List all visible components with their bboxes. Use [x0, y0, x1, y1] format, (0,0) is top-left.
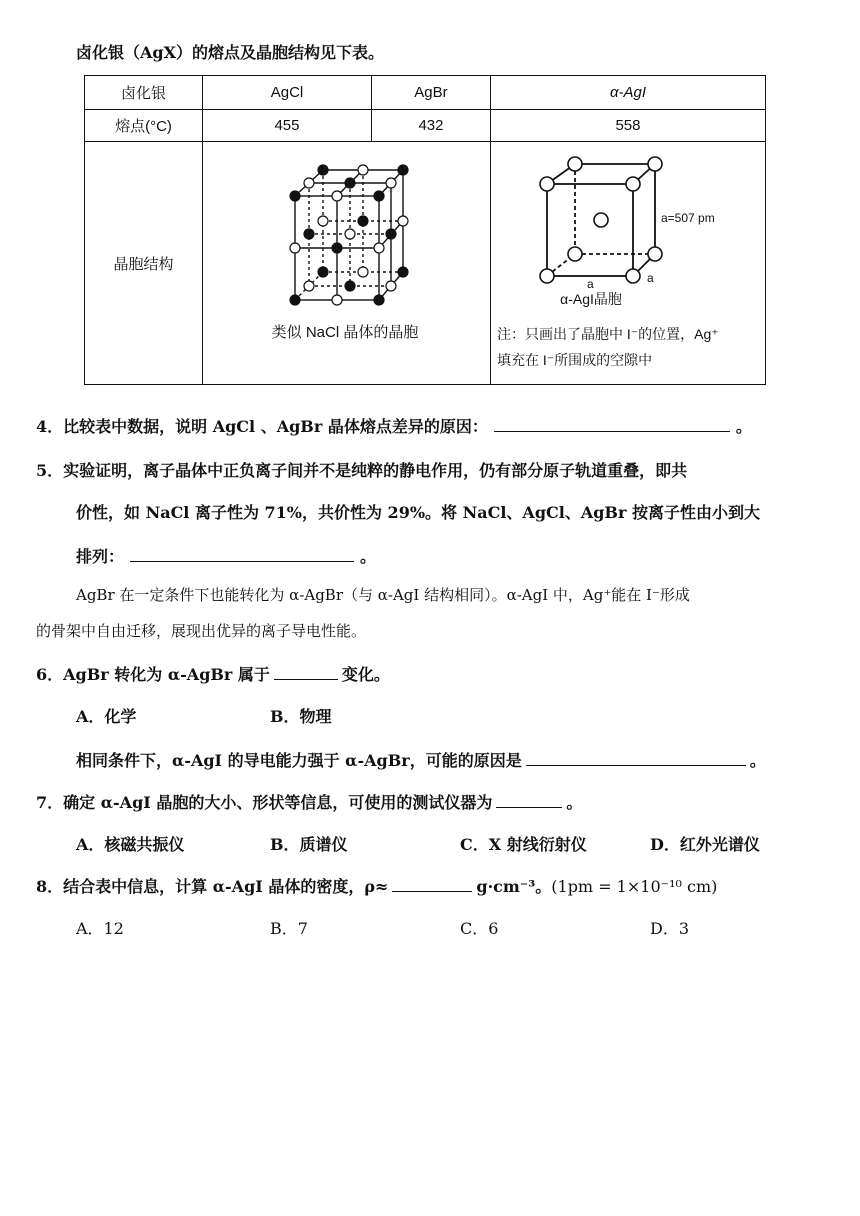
q5-line2: 价性，如 NaCl 离子性为 71%，共价性为 29%。将 NaCl、AgCl、AgBr 按离子性由小到大	[76, 503, 760, 522]
q8-option-c[interactable]: C．6	[460, 919, 499, 938]
q8-note: (1pm = 1×10⁻¹⁰ cm)	[551, 877, 718, 896]
q5-answer-blank[interactable]	[130, 545, 354, 562]
q5-line1: 5．实验证明，离子晶体中正负离子间并不是纯粹的静电作用，仍有部分原子轨道重叠，即共	[36, 461, 688, 480]
mp-agi: 558	[490, 110, 765, 142]
q6-followup-blank[interactable]	[526, 749, 746, 766]
q6-option-b[interactable]: B．物理	[270, 707, 332, 726]
agi-structure-diagram	[491, 142, 765, 322]
col-agbr: AgBr	[371, 76, 490, 110]
q7-option-d[interactable]: D．红外光谱仪	[650, 835, 760, 854]
q8-answer-blank[interactable]	[392, 875, 472, 892]
q7-option-a[interactable]: A．核磁共振仪	[76, 835, 185, 854]
row-label-structure: 晶胞结构	[85, 142, 203, 385]
q6-prefix: 6．AgBr 转化为 α-AgBr 属于	[36, 665, 270, 684]
q5-prefix: 排列：	[76, 547, 125, 566]
question-6	[36, 662, 390, 685]
row-label-halide: 卤化银	[85, 76, 203, 110]
q5-line3	[76, 544, 376, 567]
question-8	[36, 874, 717, 897]
q7-option-c[interactable]: C．X 射线衍射仪	[460, 835, 587, 854]
q4-text: 4．比较表中数据，说明 AgCl 、AgBr 晶体熔点差异的原因：	[36, 417, 488, 436]
col-agi: α-AgI	[490, 76, 765, 110]
col-agcl: AgCl	[203, 76, 372, 110]
q6-followup-end: 。	[749, 751, 766, 770]
intro-text: 卤化银（AgX）的熔点及晶胞结构见下表。	[76, 43, 385, 62]
question-7	[36, 790, 582, 813]
q4-end: 。	[735, 417, 752, 436]
q8-option-a[interactable]: A．12	[76, 919, 124, 938]
q7-end: 。	[566, 793, 583, 812]
q8-option-b[interactable]: B．7	[270, 919, 308, 938]
nacl-structure-diagram	[203, 142, 489, 380]
passage-line2: 的骨架中自由迁移，展现出优异的离子导电性能。	[36, 622, 367, 640]
q8-prefix: 8．结合表中信息，计算 α-AgI 晶体的密度，ρ≈	[36, 877, 389, 896]
q8-option-d[interactable]: D．3	[650, 919, 690, 938]
agi-note-1: 注：只画出了晶胞中 I⁻的位置，Ag⁺	[496, 326, 719, 342]
q7-answer-blank[interactable]	[496, 791, 562, 808]
q7-option-b[interactable]: B．质谱仪	[270, 835, 348, 854]
q6-answer-blank[interactable]	[274, 663, 338, 680]
passage-line1: AgBr 在一定条件下也能转化为 α-AgBr（与 α-AgI 结构相同）。α-AgI 中，Ag⁺能在 I⁻形成	[76, 586, 690, 604]
q6-followup-prefix: 相同条件下，α-AgI 的导电能力强于 α-AgBr，可能的原因是	[76, 751, 522, 770]
nacl-cell	[203, 142, 491, 385]
q5-end: 。	[360, 547, 377, 566]
mp-agbr: 432	[371, 110, 490, 142]
q6-followup	[76, 748, 766, 771]
agi-param: a=507 pm	[660, 211, 715, 225]
q4-answer-blank[interactable]	[494, 415, 730, 432]
agx-table	[84, 75, 766, 385]
agi-edge-label-front: a	[586, 277, 594, 291]
nacl-caption: 类似 NaCl 晶体的晶胞	[272, 324, 419, 341]
q8-unit: g·cm⁻³。	[476, 877, 552, 896]
agi-cell	[490, 142, 765, 385]
row-label-mp: 熔点(°C)	[85, 110, 203, 142]
agi-edge-label-side: a	[646, 271, 654, 285]
agi-caption: α-AgI晶胞	[560, 291, 622, 307]
q6-option-a[interactable]: A．化学	[76, 707, 137, 726]
q7-prefix: 7．确定 α-AgI 晶胞的大小、形状等信息，可使用的测试仪器为	[36, 793, 493, 812]
agi-note-2: 填充在 I⁻所围成的空隙中	[496, 352, 653, 368]
q6-suffix: 变化。	[341, 665, 390, 684]
question-4	[36, 414, 752, 437]
mp-agcl: 455	[203, 110, 372, 142]
